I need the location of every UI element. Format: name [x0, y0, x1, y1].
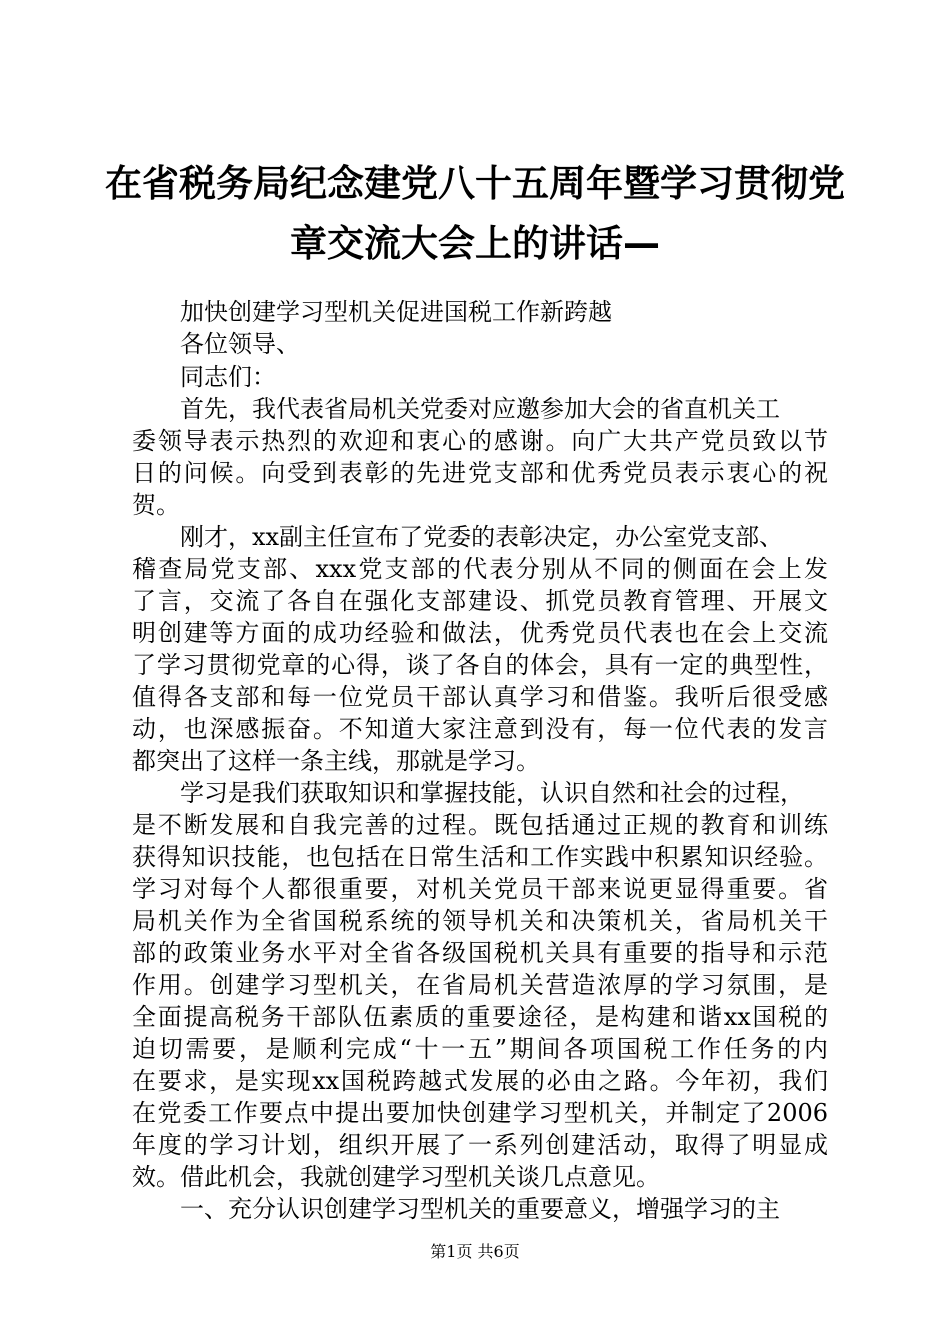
body-text-line: 获得知识技能，也包括在日常生活和工作实践中积累知识经验。	[132, 844, 828, 870]
body-text-line: 日的问候。向受到表彰的先进党支部和优秀党员表示衷心的祝	[132, 460, 828, 486]
page-footer: 第1页 共6页	[430, 1242, 520, 1261]
body-text-line: 全面提高税务干部队伍素质的重要途径，是构建和谐xx国税的	[132, 1004, 828, 1030]
body-text-line: 动，也深感振奋。不知道大家注意到没有，每一位代表的发言	[132, 716, 828, 742]
body-text-line: 部的政策业务水平对全省各级国税机关具有重要的指导和示范	[132, 940, 828, 966]
body-text-line: 效。借此机会，我就创建学习型机关谈几点意见。	[132, 1164, 660, 1190]
body-text-line: 明创建等方面的成功经验和做法，优秀党员代表也在会上交流	[132, 620, 828, 646]
body-text-line: 首先，我代表省局机关党委对应邀参加大会的省直机关工	[180, 396, 780, 422]
body-text-line: 了学习贯彻党章的心得，谈了各自的体会，具有一定的典型性，	[132, 652, 828, 678]
body-text-line: 稽查局党支部、xxx党支部的代表分别从不同的侧面在会上发	[132, 556, 828, 582]
body-text-line: 在要求，是实现xx国税跨越式发展的必由之路。今年初，我们	[132, 1068, 828, 1094]
document-title-line-2: 章交流大会上的讲话—	[290, 222, 660, 265]
salutation-line: 同志们：	[180, 364, 276, 390]
body-text-line: 贺。	[132, 492, 180, 518]
salutation-line: 各位领导、	[180, 331, 300, 357]
body-text-line: 委领导表示热烈的欢迎和衷心的感谢。向广大共产党员致以节	[132, 428, 828, 454]
body-text-line: 值得各支部和每一位党员干部认真学习和借鉴。我听后很受感	[132, 684, 828, 710]
body-text-line: 年度的学习计划，组织开展了一系列创建活动，取得了明显成	[132, 1132, 828, 1158]
section-heading-line: 一、充分认识创建学习型机关的重要意义，增强学习的主	[180, 1196, 780, 1222]
body-text-line: 迫切需要，是顺利完成“十一五”期间各项国税工作任务的内	[132, 1036, 828, 1062]
body-text-line: 局机关作为全省国税系统的领导机关和决策机关，省局机关干	[132, 908, 828, 934]
body-text-line: 在党委工作要点中提出要加快创建学习型机关，并制定了2006	[132, 1100, 828, 1126]
body-text-line: 学习对每个人都很重要，对机关党员干部来说更显得重要。省	[132, 876, 828, 902]
body-text-line: 了言，交流了各自在强化支部建设、抓党员教育管理、开展文	[132, 588, 828, 614]
body-text-line: 作用。创建学习型机关，在省局机关营造浓厚的学习氛围，是	[132, 972, 828, 998]
body-text-line: 学习是我们获取知识和掌握技能，认识自然和社会的过程，	[180, 780, 804, 806]
subtitle: 加快创建学习型机关促进国税工作新跨越	[180, 299, 612, 325]
body-text-line: 都突出了这样一条主线，那就是学习。	[132, 748, 540, 774]
body-text-line: 是不断发展和自我完善的过程。既包括通过正规的教育和训练	[132, 812, 828, 838]
body-text-line: 刚才，xx副主任宣布了党委的表彰决定，办公室党支部、	[180, 524, 784, 550]
document-title-line-1: 在省税务局纪念建党八十五周年暨学习贯彻党	[105, 162, 845, 205]
